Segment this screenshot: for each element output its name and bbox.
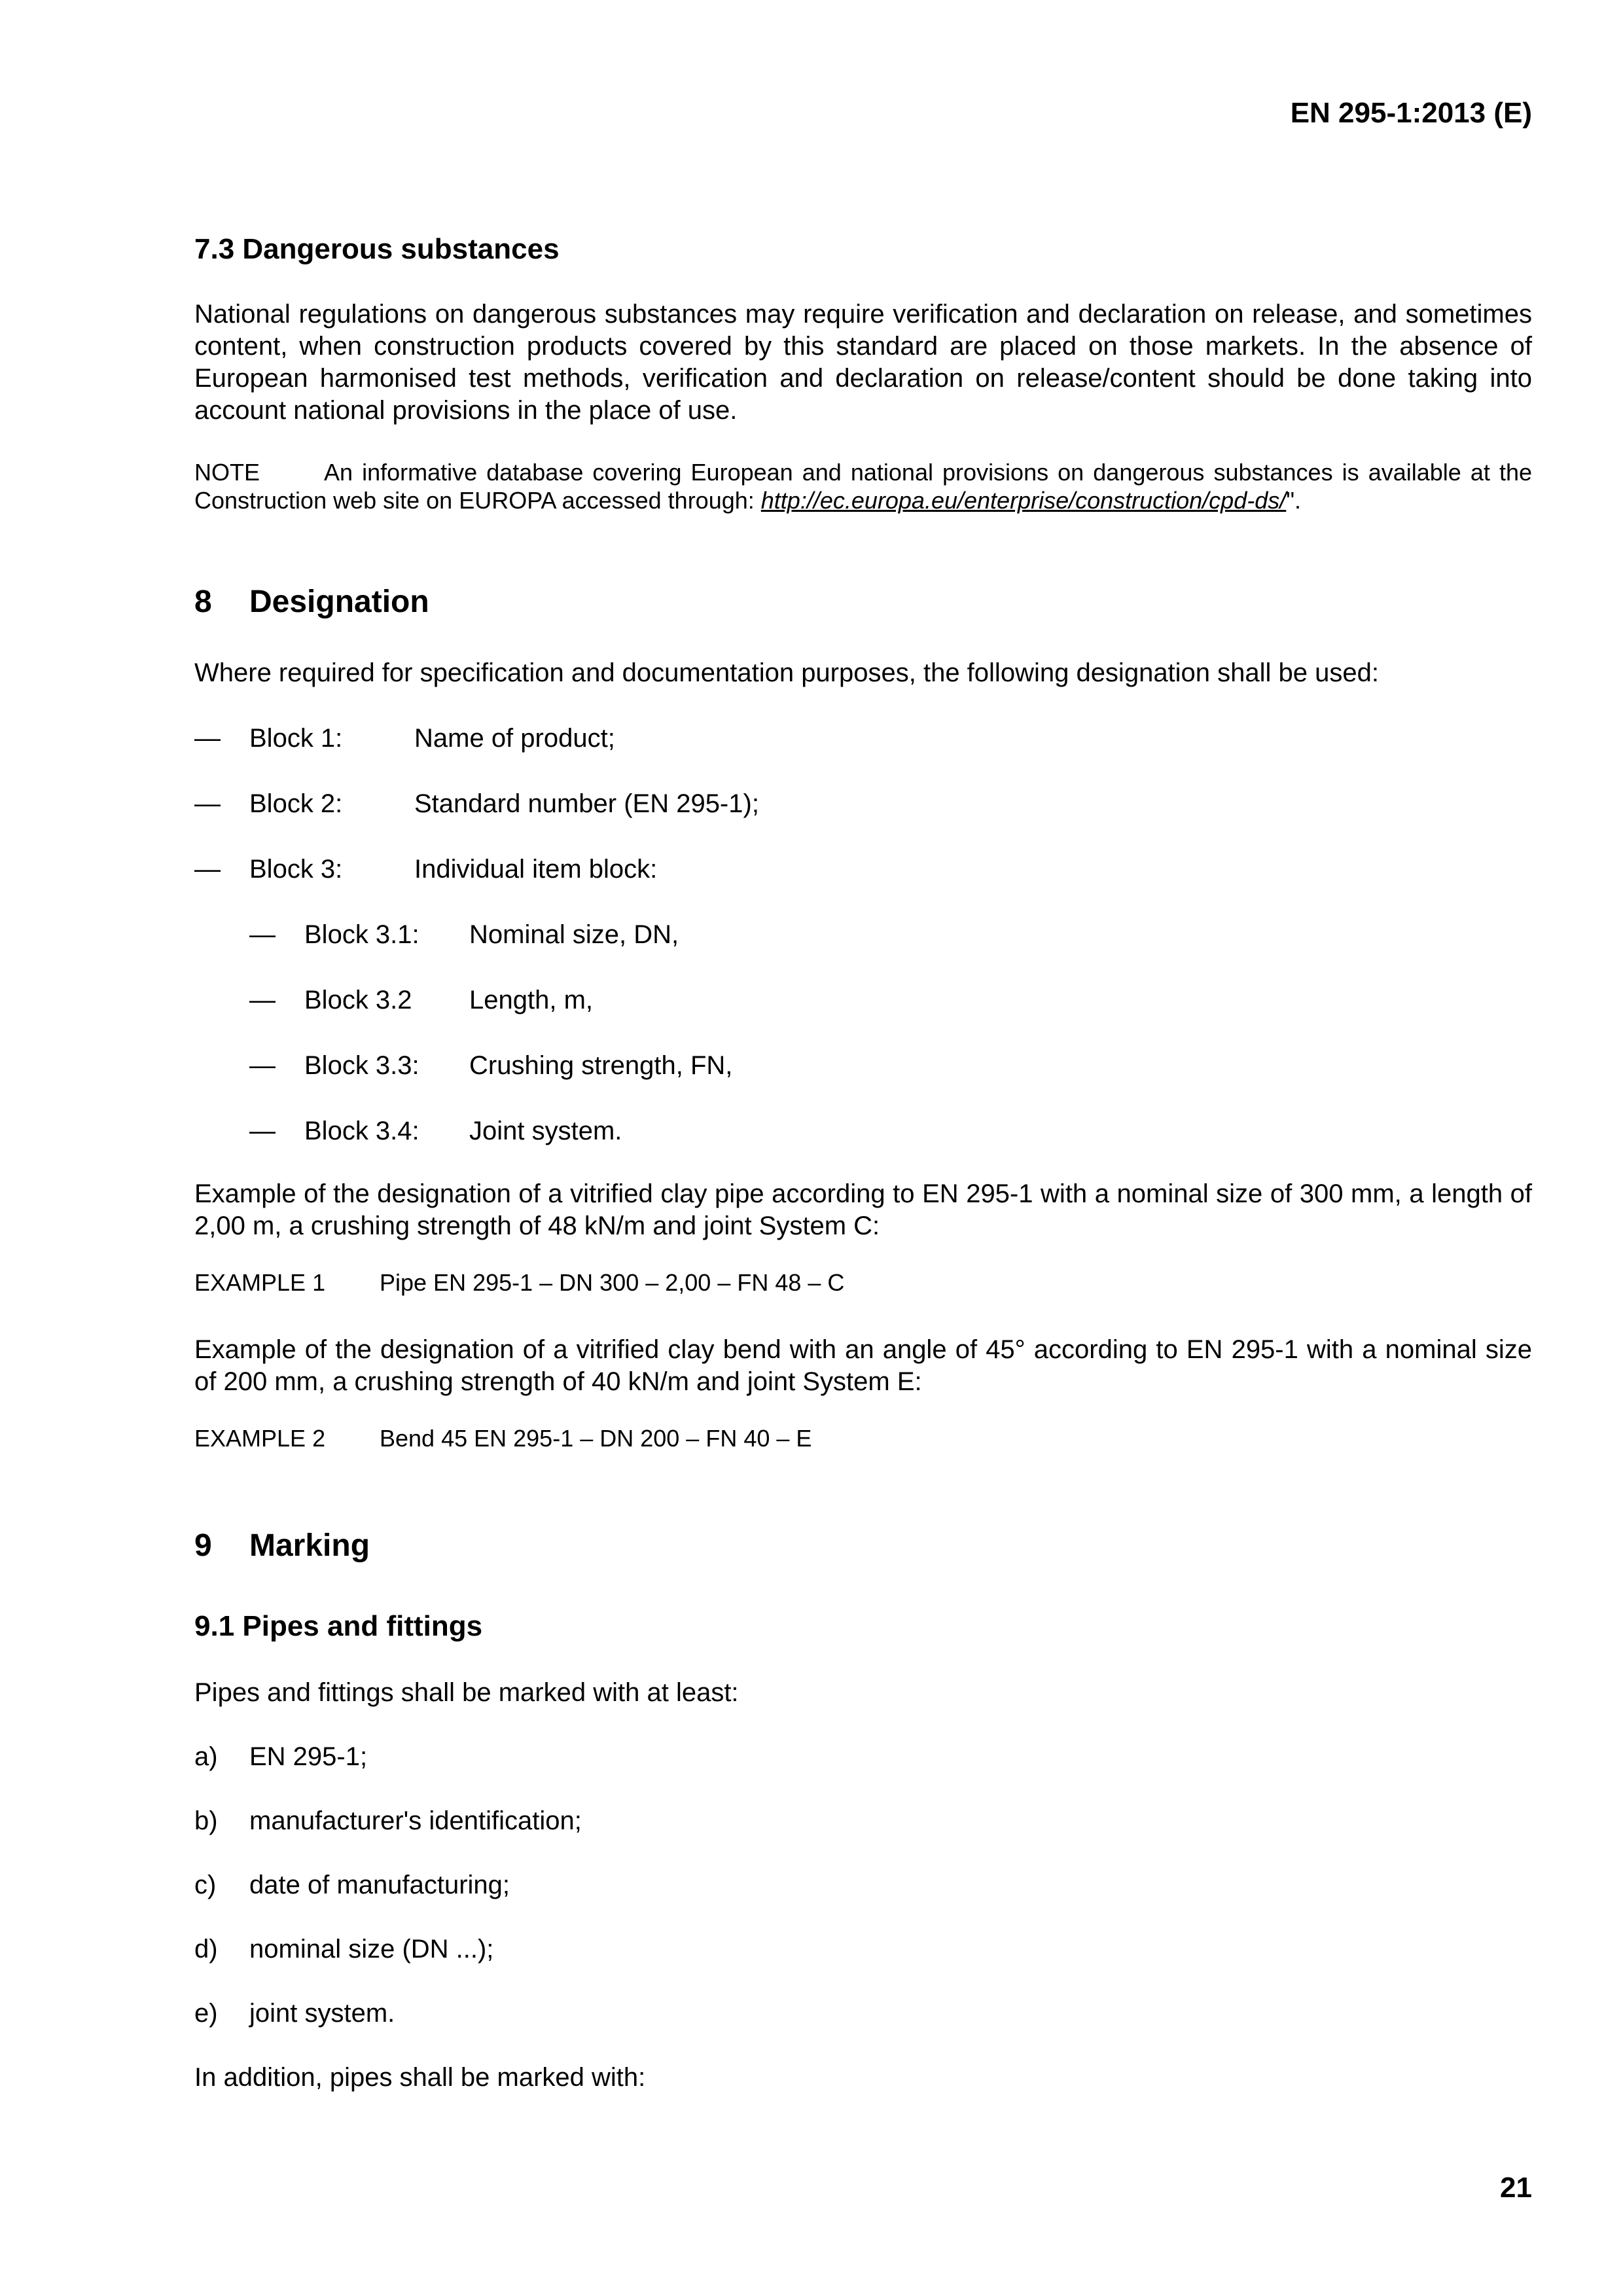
block-label: Block 3.4: (304, 1117, 419, 1145)
example-1 (194, 1268, 844, 1297)
section-9-1-heading: 9.1 Pipes and fittings (194, 1610, 483, 1642)
section-7-3-paragraph: National regulations on dangerous substances may require verification and declaration on release, and sometimes content, when construction products covered by this standard are placed on those markets. In the absence of European harmonised test methods, verification and declaration on release/content should be done taking into account national provisions in the place of use. (194, 300, 1532, 425)
sub-list-item (249, 984, 593, 1016)
item-marker: c) (194, 1871, 217, 1899)
block-label: Block 3.3: (304, 1051, 419, 1080)
dash-marker: — (249, 986, 276, 1014)
section-8-title: Designation (249, 584, 429, 619)
marking-intro: Pipes and fittings shall be marked with at least: (194, 1678, 739, 1707)
section-9-number: 9 (194, 1528, 212, 1563)
list-item (194, 723, 615, 755)
item-text: manufacturer's identification; (249, 1806, 582, 1835)
item-marker: a) (194, 1742, 218, 1771)
block-label: Block 3: (249, 855, 343, 884)
block-label: Block 3.2 (304, 986, 412, 1014)
example-2 (194, 1424, 812, 1452)
list-item (194, 853, 657, 886)
item-marker: d) (194, 1935, 218, 1964)
example-1-text: Pipe EN 295-1 – DN 300 – 2,00 – FN 48 – C (380, 1269, 845, 1296)
example-1-intro: Example of the designation of a vitrified clay pipe according to EN 295-1 with a nominal size of 300 mm, a length of 2,00 m, a crushing strength of 48 kN/m and joint System C: (194, 1179, 1532, 1240)
block-label: Block 2: (249, 789, 343, 818)
designation-intro: Where required for specification and documentation purposes, the following designation shall be used: (194, 658, 1379, 687)
note-label: NOTE (194, 459, 260, 486)
list-item (194, 1741, 367, 1773)
dash-marker: — (194, 789, 221, 818)
list-item (194, 788, 759, 820)
section-8-number: 8 (194, 584, 212, 619)
block-text: Individual item block: (414, 855, 658, 884)
page-number: 21 (1500, 2172, 1532, 2204)
document-id: EN 295-1:2013 (E) (1290, 97, 1532, 129)
marking-closing: In addition, pipes shall be marked with: (194, 2063, 646, 2092)
sub-list-item (249, 1050, 732, 1082)
list-item (194, 1998, 395, 2030)
item-marker: b) (194, 1806, 218, 1835)
sub-list-item (249, 1115, 622, 1147)
note-tail: ". (1286, 487, 1302, 514)
example-2-label: EXAMPLE 2 (194, 1425, 326, 1452)
example-2-intro: Example of the designation of a vitrified clay bend with an angle of 45° according to EN 295-1 with a nominal size of 200 mm, a crushing strength of 40 kN/m and joint System E: (194, 1335, 1532, 1396)
block-label: Block 3.1: (304, 920, 419, 949)
block-text: Length, m, (469, 986, 594, 1014)
dash-marker: — (249, 1117, 276, 1145)
block-text: Joint system. (469, 1117, 622, 1145)
section-7-3-heading: 7.3 Dangerous substances (194, 233, 560, 265)
dash-marker: — (194, 855, 221, 884)
section-9-title: Marking (249, 1528, 370, 1563)
section-9-heading (194, 1528, 370, 1564)
dash-marker: — (249, 1051, 276, 1080)
example-1-label: EXAMPLE 1 (194, 1269, 326, 1296)
block-label: Block 1: (249, 724, 343, 753)
list-item (194, 1869, 510, 1901)
item-text: nominal size (DN ...); (249, 1935, 494, 1964)
block-text: Nominal size, DN, (469, 920, 679, 949)
item-text: date of manufacturing; (249, 1871, 510, 1899)
item-text: EN 295-1; (249, 1742, 368, 1771)
block-text: Standard number (EN 295-1); (414, 789, 759, 818)
list-item (194, 1805, 582, 1837)
block-text: Name of product; (414, 724, 615, 753)
section-8-heading (194, 584, 429, 620)
dash-marker: — (249, 920, 276, 949)
list-item (194, 1933, 493, 1965)
note-block (194, 458, 1532, 514)
sub-list-item (249, 919, 679, 951)
europa-link[interactable]: http://ec.europa.eu/enterprise/construction/cpd-ds/ (760, 487, 1287, 514)
item-marker: e) (194, 1999, 218, 2028)
note-text: An informative database covering European and national provisions on dangerous substances is available at the Construction web site on EUROPA accessed through: (194, 459, 1532, 514)
item-text: joint system. (249, 1999, 395, 2028)
example-2-text: Bend 45 EN 295-1 – DN 200 – FN 40 – E (380, 1425, 812, 1452)
block-text: Crushing strength, FN, (469, 1051, 733, 1080)
dash-marker: — (194, 724, 221, 753)
